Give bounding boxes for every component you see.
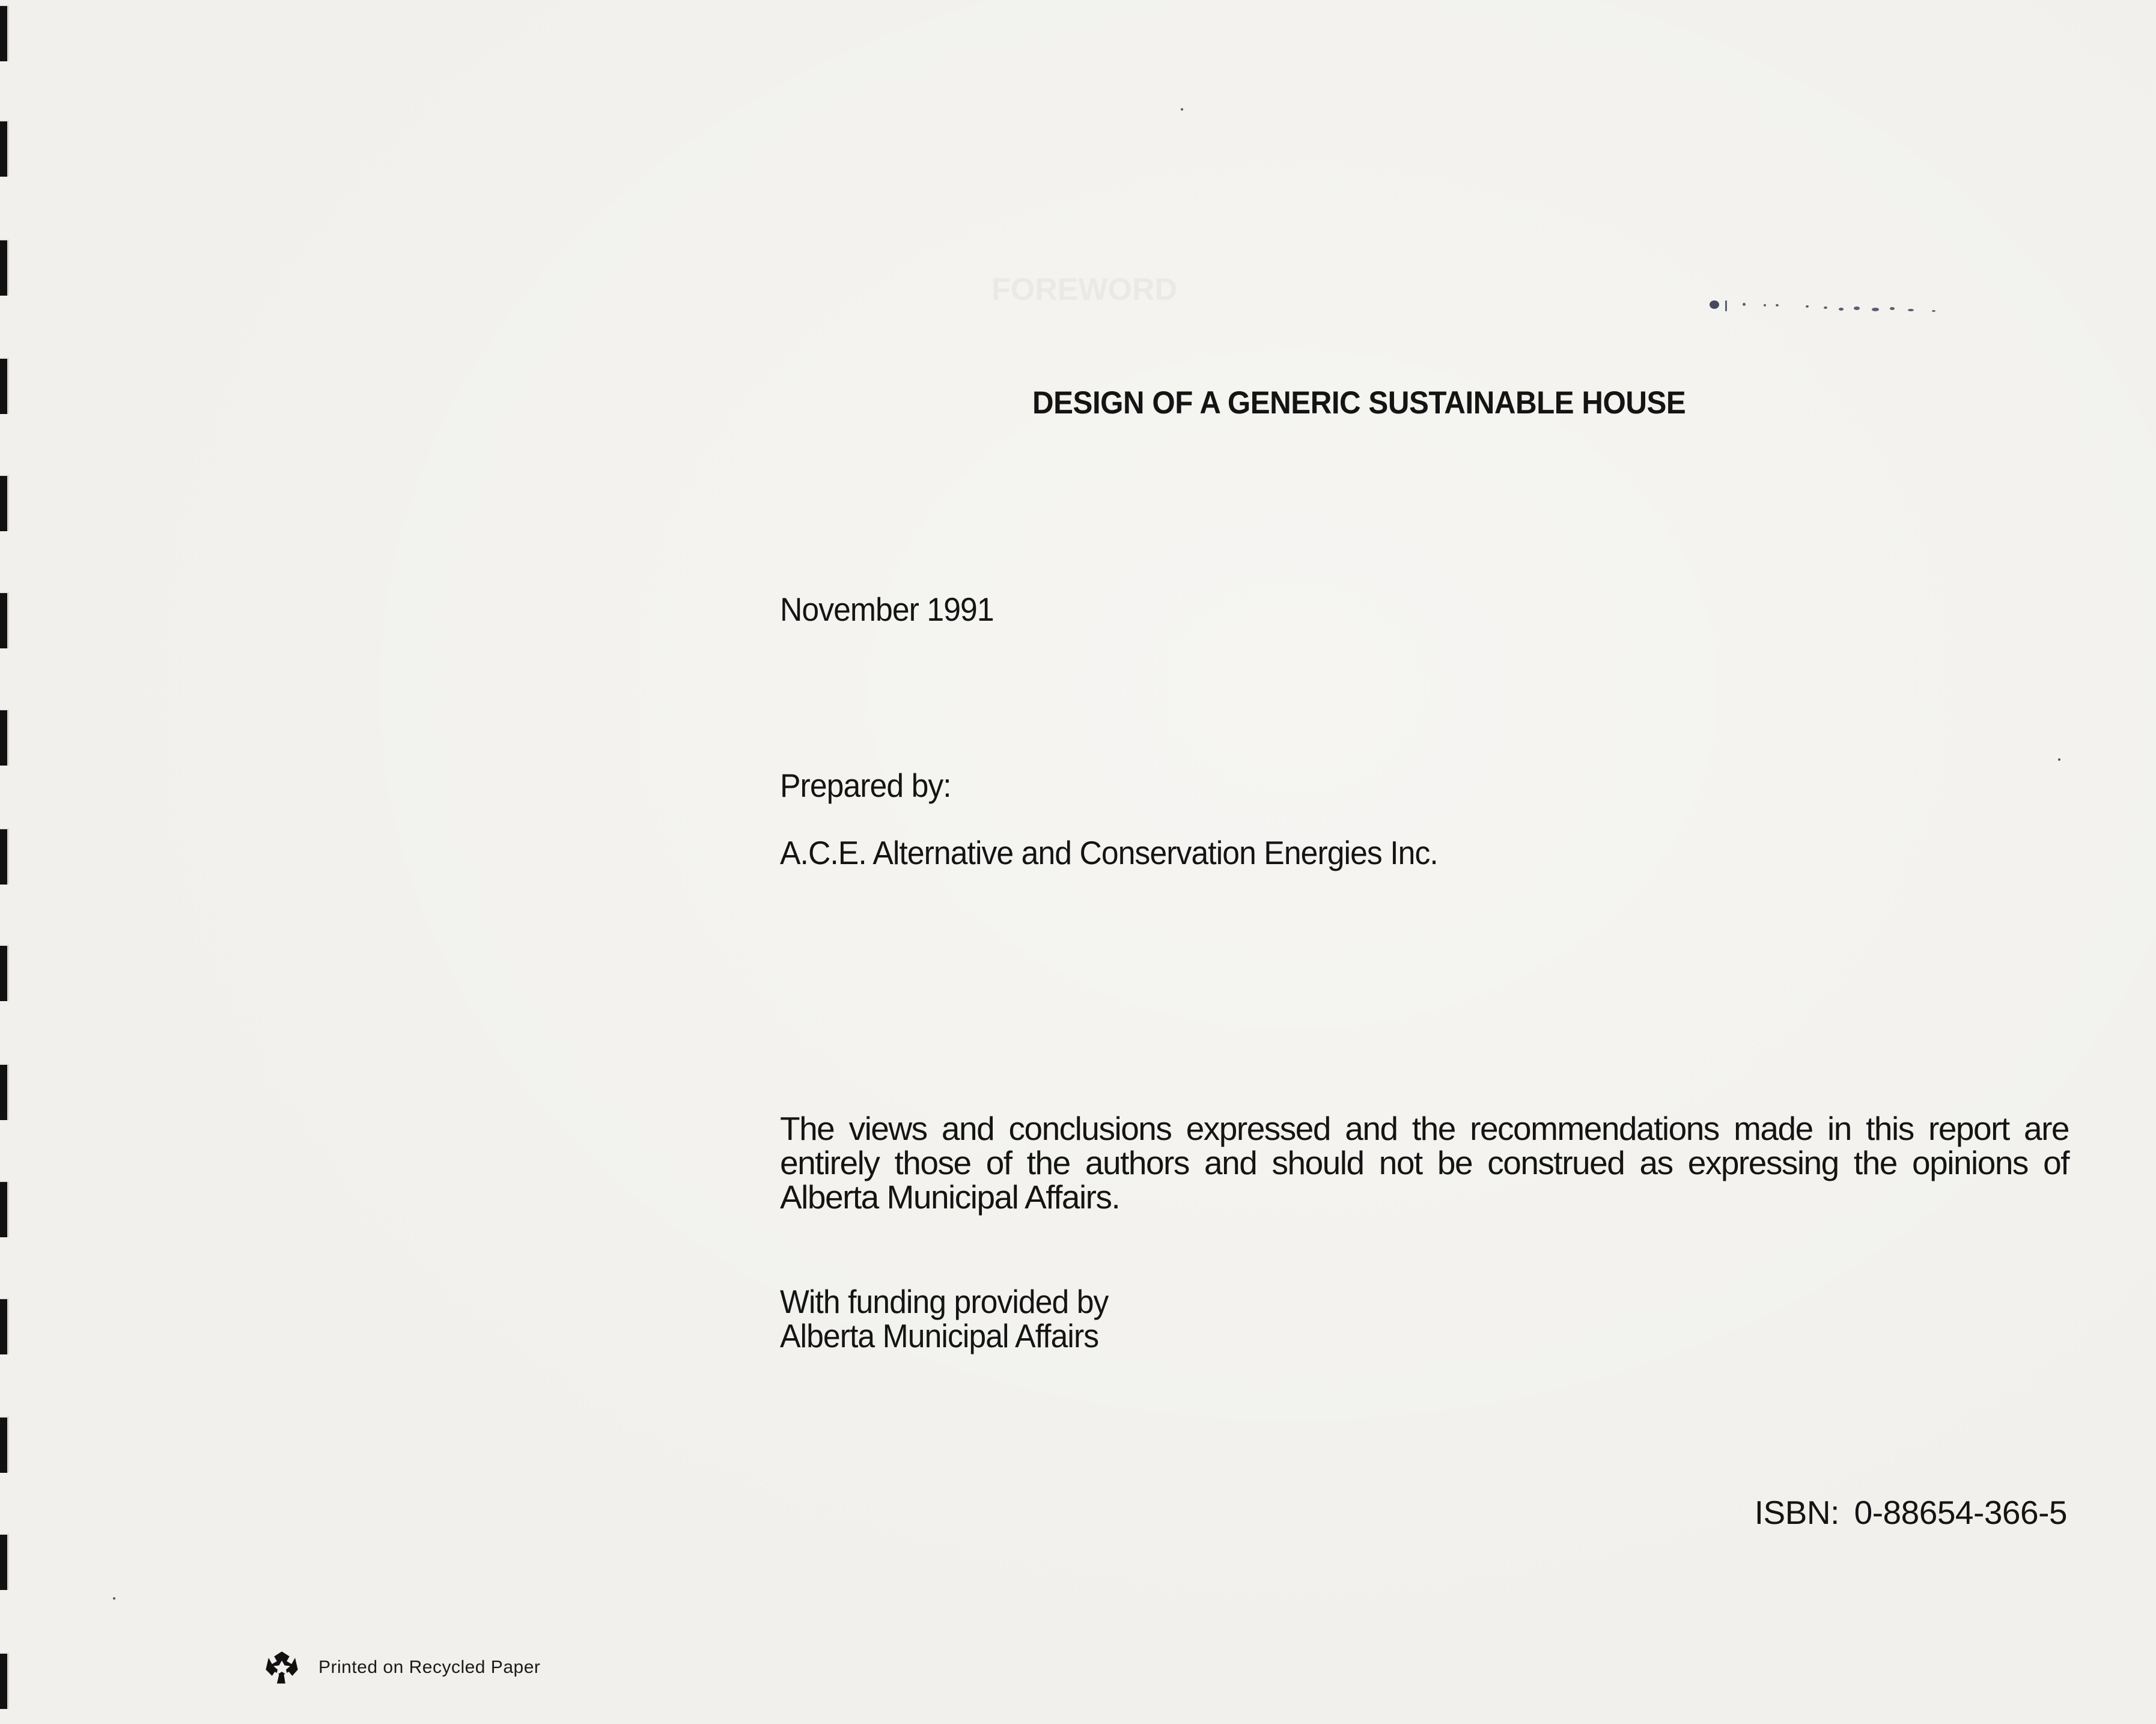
binding-hole: [0, 1534, 9, 1590]
recycled-paper-notice: [264, 1650, 540, 1685]
speck: [113, 1597, 115, 1600]
disclaimer-paragraph: The views and conclusions expressed and the recommendations made in this report are entirely those of the authors and should not be construed as expressing the opinions of Alberta Municipal Affairs.: [780, 1110, 2069, 1216]
document-title: DESIGN OF A GENERIC SUSTAINABLE HOUSE: [1032, 385, 1686, 421]
binding-hole: [0, 828, 9, 885]
binding-hole: [0, 358, 9, 414]
speck: [1181, 108, 1183, 111]
ink-smudge: [1710, 299, 1992, 317]
funding-statement: [780, 1285, 1108, 1353]
binding-hole: [0, 1416, 9, 1473]
binding-hole: [0, 709, 9, 766]
binding-hole: [0, 120, 9, 177]
binding-hole: [0, 945, 9, 1001]
funding-line-1: With funding provided by: [780, 1283, 1109, 1320]
show-through-heading: FOREWORD: [991, 272, 1178, 307]
speck: [2058, 758, 2060, 761]
binding-hole: [0, 592, 9, 648]
binding-hole: [0, 5, 9, 61]
recycled-paper-text: Printed on Recycled Paper: [318, 1657, 541, 1677]
prepared-by-label: Prepared by:: [780, 767, 951, 804]
isbn-label: ISBN:: [1754, 1494, 1839, 1531]
binding-hole: [0, 1652, 9, 1709]
publication-date: November 1991: [780, 591, 994, 628]
binding-hole: [0, 239, 9, 296]
binding-hole: [0, 1064, 9, 1120]
funding-line-2: Alberta Municipal Affairs: [780, 1317, 1099, 1354]
binding-hole: [0, 475, 9, 531]
isbn: [1755, 1493, 2067, 1532]
binding-hole: [0, 1298, 9, 1354]
binding-hole: [0, 1181, 9, 1237]
isbn-value: 0-88654-366-5: [1854, 1494, 2067, 1531]
spiral-binding: [0, 0, 12, 1724]
prepared-by-organization: A.C.E. Alternative and Conservation Energies Inc.: [780, 834, 1438, 871]
recycle-icon: [264, 1650, 299, 1685]
